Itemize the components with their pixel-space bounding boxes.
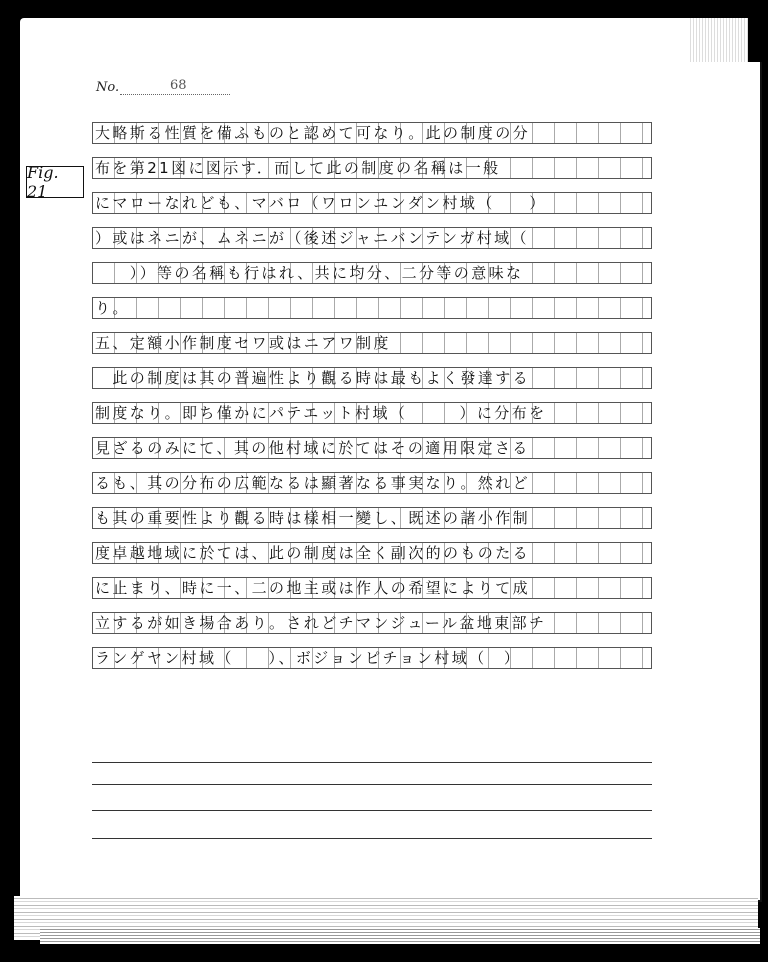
manuscript-line: ランゲヤン村域（ ）、ボジョンピチョン村域（ ）	[92, 647, 652, 669]
blank-ruled-line	[92, 838, 652, 839]
manuscript-line: り。	[92, 297, 652, 319]
blank-ruled-line	[92, 762, 652, 763]
manuscript-line: 此の制度は其の普遍性より觀る時は最もよく發達する	[92, 367, 652, 389]
blank-ruled-line	[92, 810, 652, 811]
manuscript-line: に止まり、時に一、二の地主或は作人の希望によりて成	[92, 577, 652, 599]
manuscript-line: 大略斯る性質を備ふものと認めて可なり。此の制度の分	[92, 122, 652, 144]
manuscript-line: 布を第21図に図示す．而して此の制度の名稱は一般	[92, 157, 652, 179]
manuscript-line: 制度なり。即ち僅かにパテエット村域（ ）に分布を	[92, 402, 652, 424]
manuscript-grid	[92, 122, 652, 682]
manuscript-line: ））等の名稱も行はれ、共に均分、二分等の意味な	[92, 262, 652, 284]
manuscript-line: 見ざるのみにて、其の他村域に於てはその適用限定さる	[92, 437, 652, 459]
figure-margin-note: Fig. 21	[26, 166, 84, 198]
manuscript-line: るも、其の分布の広範なるは顯著なる事実なり。然れど	[92, 472, 652, 494]
manuscript-line: 立するが如き場合あり。されどチマンジュール盆地東部チ	[92, 612, 652, 634]
manuscript-line: 度卓越地域に於ては、此の制度は全く副次的のものたる	[92, 542, 652, 564]
manuscript-line: ）或はネニが、ムネニが（後述ジャニバンテンガ村域（	[92, 227, 652, 249]
blank-ruled-line	[92, 784, 652, 785]
page-number-label: No.	[96, 80, 120, 95]
page-binding-fold	[20, 18, 748, 68]
manuscript-sheet	[20, 62, 762, 902]
page-stack-edge-lower	[40, 928, 760, 944]
manuscript-line: も其の重要性より觀る時は樣相一變し、既述の諸小作制	[92, 507, 652, 529]
page-number-value: 68	[170, 78, 187, 93]
page-number-line	[120, 94, 230, 95]
section-heading-line: 五、定額小作制度セワ或はニアワ制度	[92, 332, 652, 354]
manuscript-line: にマローなれども、マバロ（ワロンユンダン村域（ ）	[92, 192, 652, 214]
